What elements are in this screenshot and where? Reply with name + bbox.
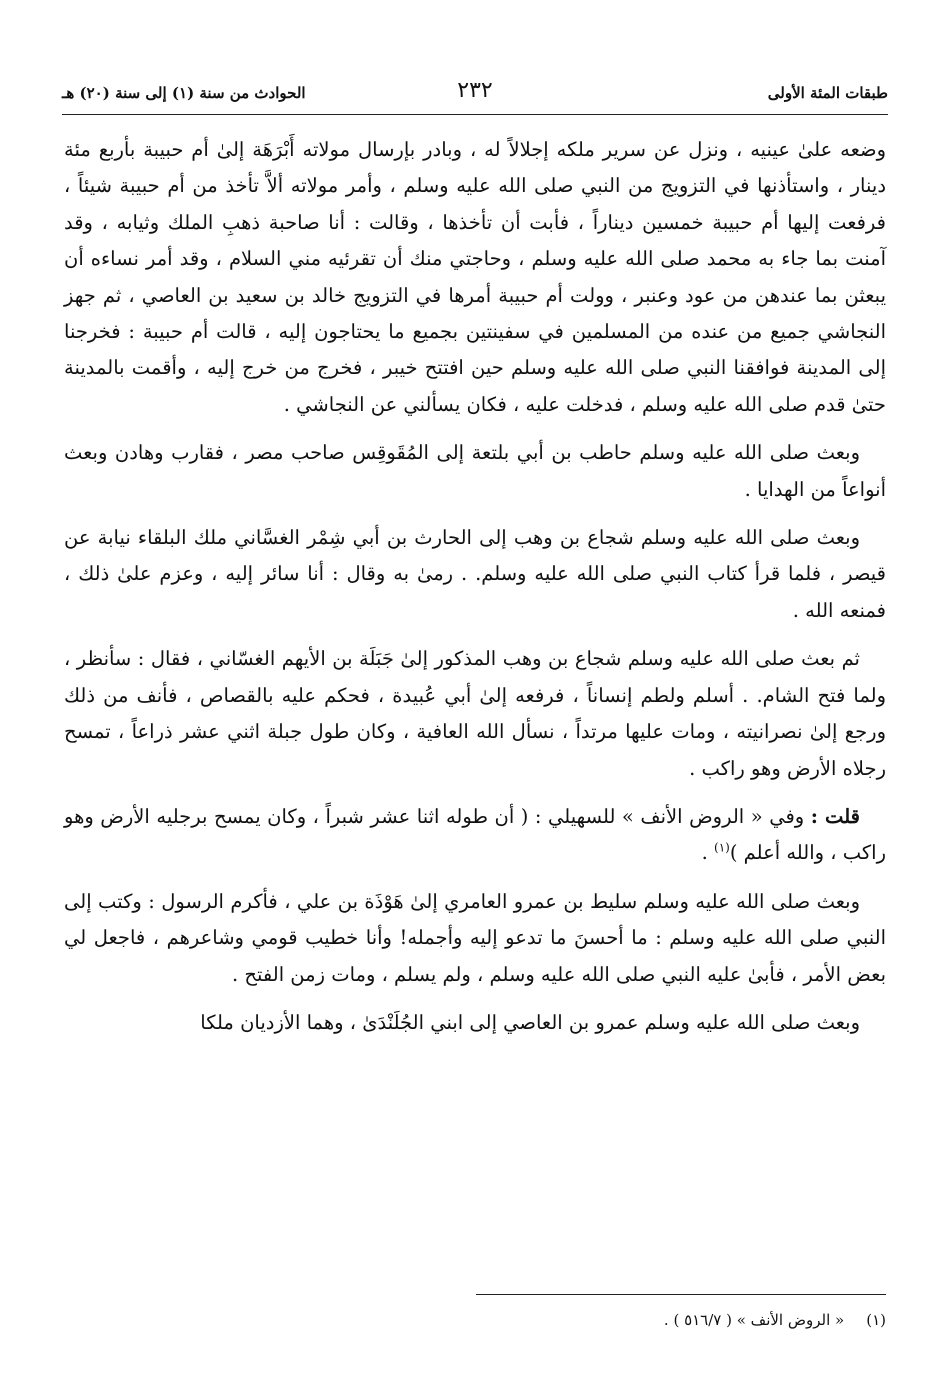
commentary-tail: . — [701, 841, 715, 865]
page-number: ٢٣٢ — [457, 78, 493, 103]
commentary-paragraph — [64, 799, 886, 872]
paragraph: ثم بعث صلى الله عليه وسلم شجاع بن وهب المذكور إلىٰ جَبَلَة بن الأيهم الغسّاني ، فقال : سأنظر ، ولما فتح الشام. . أسلم ولطم إنساناً ، فرفعه إلىٰ أبي عُبيدة ، فحكم عليه بالقصاص ، فأنف من ذلك ورجع إلىٰ نصرانيته ، ومات عليها مرتداً ، نسأل الله العافية ، وكان طول جبلة اثني عشر ذراعاً ، تمسح رجلاه الأرض وهو راكب . — [64, 647, 886, 780]
commentary-label: قلت : — [810, 804, 860, 828]
paragraph: وبعث صلى الله عليه وسلم سليط بن عمرو العامري إلىٰ هَوْذَة بن علي ، فأكرم الرسول : وكتب إلى النبي صلى الله عليه وسلم : ما أحسنَ ما تدعو إليه وأجمله! وأنا خطيب قومي وشاعرهم ، فاجعل لي بعض الأمر ، فأبىٰ عليه النبي صلى الله عليه وسلم ، ولم يسلم ، ومات زمن الفتح . — [64, 889, 886, 986]
running-header — [62, 78, 888, 114]
paragraph: وضعه علىٰ عينيه ، ونزل عن سرير ملكه إجلالاً له ، وبادر بإرسال مولاته أَبْرَهَة إلىٰ أم حبيبة بأربع مئة دينار ، واستأذنها في التزويج من النبي صلى الله عليه وسلم ، وأمر مولاته ألاَّ تأخذ من أم حبيبة شيئاً ، فرفعت إليها أم حبيبة خمسين ديناراً ، فأبت أن تأخذها ، وقالت : أنا صاحبة ذهبِ الملك وثيابه ، وقد آمنت بما جاء به محمد صلى الله عليه وسلم ، وحاجتي منك أن تقرئيه مني السلام ، وقد أمر نساءه أن يبعثن بما عندهن من عود وعنبر ، وولت أم حبيبة أمرها في التزويج خالد بن سعيد بن العاصي ، ثم جهز النجاشي جميع من عنده من المسلمين في سفينتين بجميع ما يحتاجون إليه ، قالت أم حبيبة : فخرجنا إلى المدينة فوافقنا النبي صلى الله عليه وسلم حين افتتح خيبر ، فخرج من خرج إليه ، وأقمت بالمدينة حتىٰ قدم صلى الله عليه وسلم ، فدخلت عليه ، فكان يسألني عن النجاشي . — [64, 138, 886, 416]
paragraph: وبعث صلى الله عليه وسلم حاطب بن أبي بلتعة إلى المُقَوقِس صاحب مصر ، فقارب وهادن وبعث أنواعاً من الهدايا . — [64, 441, 886, 501]
section-title: الحوادث من سنة (١) إلى سنة (٢٠) هـ — [62, 84, 306, 102]
paragraph: وبعث صلى الله عليه وسلم عمرو بن العاصي إلى ابني الجُلَنْدَىٰ ، وهما الأزديان ملكا — [200, 1010, 860, 1034]
footnote-text: « الروض الأنف » ( ٥١٦/٧ ) . — [663, 1311, 845, 1329]
footnote-divider — [476, 1294, 886, 1295]
commentary-text: وفي « الروض الأنف » للسهيلي : ( أن طوله اثنا عشر شبراً ، وكان يمسح برجليه الأرض وهو راكب ، والله أعلم ) — [64, 804, 886, 865]
main-text — [64, 132, 886, 1053]
footnote-marker: (١) — [866, 1311, 886, 1329]
footnote — [64, 1309, 886, 1331]
book-title: طبقات المئة الأولى — [767, 84, 888, 102]
header-divider — [62, 114, 888, 115]
footnote-reference[interactable]: (١) — [714, 840, 730, 855]
paragraph: وبعث صلى الله عليه وسلم شجاع بن وهب إلى الحارث بن أبي شِمْر الغسَّاني ملك البلقاء نيابة عن قيصر ، فلما قرأ كتاب النبي صلى الله عليه وسلم. . رمىٰ به وقال : أنا سائر إليه ، وعزم علىٰ ذلك ، فمنعه الله . — [64, 526, 886, 622]
